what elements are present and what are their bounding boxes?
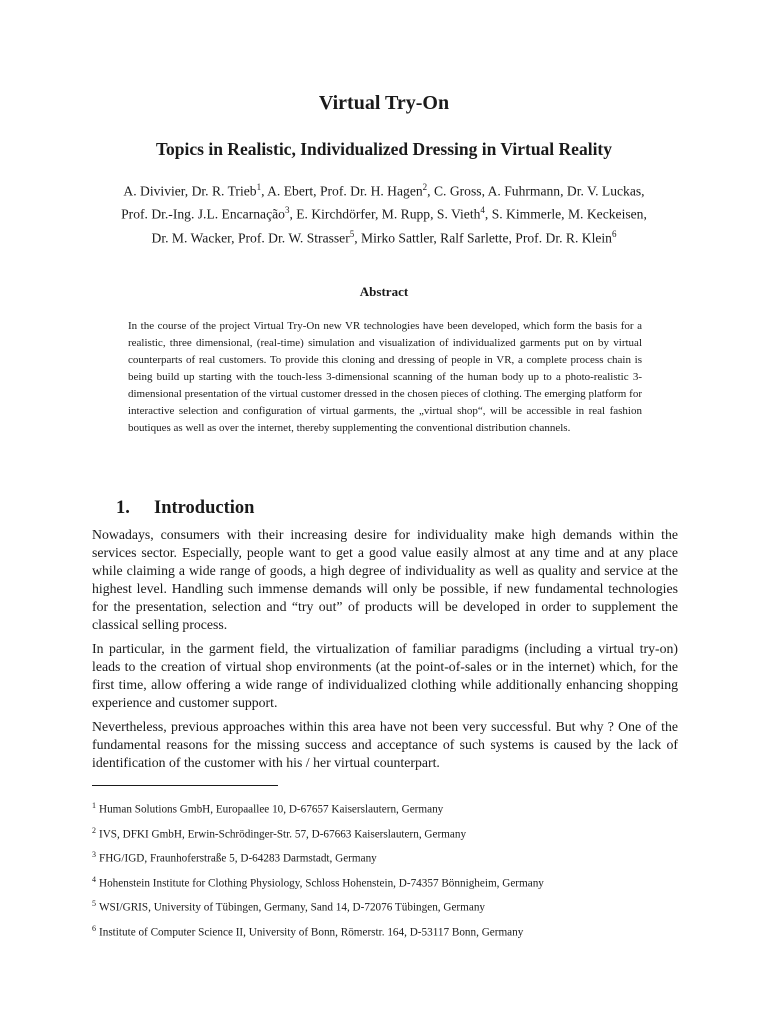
author-name: E. Kirchdörfer — [296, 206, 375, 222]
author-name: M. Keckeisen — [567, 206, 644, 222]
body-paragraph: Nevertheless, previous approaches within this area have not been very successful. But why ? One of the fundamental reasons for the missing success and acceptance of such systems is caused by the lack of identification of the customer with his / her virtual counterpart. — [92, 719, 678, 770]
author-separator: , — [561, 206, 568, 222]
author-name: Dr. R. Trieb — [191, 183, 257, 199]
author-affiliation-mark: 1 — [256, 182, 262, 192]
author-name: Prof. Dr. W. Strasser — [237, 230, 350, 246]
footnote — [92, 870, 692, 895]
footnote-number: 1 — [92, 801, 96, 810]
footnote — [92, 919, 692, 944]
paper-subtitle: Topics in Realistic, Individualized Dressing in Virtual Reality — [155, 139, 613, 159]
author-separator: , — [560, 183, 567, 199]
footnote-text: WSI/GRIS, University of Tübingen, Germany, Sand 14, D-72076 Tübingen, Germany — [99, 902, 486, 915]
author-separator: , — [433, 230, 441, 246]
author-name: S. Kimmerle — [491, 206, 562, 222]
author-affiliation-mark: 4 — [480, 205, 485, 216]
author-separator: , — [427, 183, 434, 199]
section-title: Introduction — [154, 498, 255, 518]
footnote — [92, 821, 692, 846]
author-affiliation-mark: 6 — [611, 228, 617, 239]
author-separator: , — [231, 230, 238, 246]
body-paragraph: In particular, in the garment field, the virtualization of familiar paradigms (including a virtual try-on) leads to the creation of virtual shop environments (at the point-of-sales or in the internet) which, for the first time, allow offering a wide range of individualized clothing while additionally enhancing shopping experience and customer support. — [92, 641, 678, 710]
footnote — [92, 845, 692, 870]
section-body — [92, 526, 678, 778]
author-separator: , — [484, 206, 492, 222]
author-separator: , — [289, 206, 297, 222]
author-list — [118, 178, 650, 248]
author-affiliation-mark: 5 — [349, 228, 355, 239]
author-name: Prof. Dr. H. Hagen — [319, 183, 423, 199]
footnote-text: Institute of Computer Science II, University of Bonn, Römerstr. 164, D-53117 Bonn, Germany — [99, 926, 524, 939]
author-separator: , — [508, 230, 516, 246]
author-name: Mirko Sattler — [361, 230, 434, 246]
abstract-heading: Abstract — [359, 284, 409, 299]
footnote-number: 5 — [92, 899, 96, 909]
author-affiliation-mark: 3 — [284, 205, 290, 216]
author-separator: , — [354, 230, 362, 246]
section-number: 1. — [116, 498, 130, 518]
footnote-text: IVS, DFKI GmbH, Erwin-Schrödinger-Str. 57, D-67663 Kaiserslautern, Germany — [99, 828, 467, 841]
section-heading — [116, 498, 254, 519]
footnote — [92, 894, 692, 919]
footnote-number: 3 — [92, 850, 96, 860]
author-name: A. Divivier — [123, 183, 185, 199]
author-separator: , — [184, 183, 192, 199]
author-name: M. Rupp — [381, 206, 431, 222]
author-name: Ralf Sarlette — [440, 230, 509, 246]
footnote-divider — [92, 785, 278, 786]
footnote-list — [92, 796, 692, 944]
author-name: A. Ebert — [267, 183, 314, 199]
author-name: S. Vieth — [436, 206, 481, 222]
footnote-text: Hohenstein Institute for Clothing Physiology, Schloss Hohenstein, D-74357 Bönnigheim, Germany — [99, 877, 544, 890]
author-name: Dr. V. Luckas — [566, 183, 642, 199]
footnote-number: 4 — [92, 874, 96, 884]
author-separator: , — [313, 183, 320, 199]
author-name: Prof. Dr. R. Klein — [515, 230, 612, 246]
footnote-number: 6 — [92, 923, 96, 933]
author-name: A. Fuhrmann — [487, 183, 561, 199]
author-separator: , — [261, 183, 268, 199]
body-paragraph: Nowadays, consumers with their increasing desire for individuality make high demands within the services sector. Especially, people want to get a good value easily almost at any time and at any place while claiming a wide range of goods, a high degree of individuality as well as quality and service at the highest level. Handling such immense demands will only be possible, if new fundamental technologies for the presentation, selection and “try out” of products will be developed in order to supplement the classical selling process. — [92, 527, 678, 632]
abstract-text: In the course of the project Virtual Try-On new VR technologies have been developed, which form the basis for a realistic, three dimensional, (real-time) simulation and visualization of individualized garments put on by virtual counterparts of real customers. To provide this cloning and dressing of people in VR, a complete process chain is being build up starting with the touch-less 3-dimensional scanning of the human body up to a photo-realistic 3-dimensional presentation of the virtual customer dressed in the chosen pieces of clothing. The emerging platform for interactive selection and configuration of virtual garments, the „virtual shop“, will be accessible in real fashion boutiques as well as over the internet, thereby supplementing the conventional distribution channels. — [128, 320, 642, 434]
footnote-text: Human Solutions GmbH, Europaallee 10, D-67657 Kaiserslautern, Germany — [99, 803, 444, 816]
author-separator: , — [643, 206, 647, 222]
author-name: Dr. M. Wacker — [151, 230, 232, 246]
footnote-number: 2 — [92, 825, 96, 835]
author-separator: , — [641, 183, 645, 199]
paper-title: Virtual Try-On — [318, 92, 450, 114]
author-name: C. Gross — [433, 183, 482, 199]
author-separator: , — [374, 206, 382, 222]
author-name: Prof. Dr.-Ing. J.L. Encarnação — [121, 206, 285, 222]
author-separator: , — [481, 183, 488, 199]
footnote — [92, 796, 692, 821]
footnote-text: FHG/IGD, Fraunhoferstraße 5, D-64283 Darmstadt, Germany — [99, 852, 377, 865]
author-separator: , — [430, 206, 437, 222]
author-affiliation-mark: 2 — [422, 182, 428, 192]
